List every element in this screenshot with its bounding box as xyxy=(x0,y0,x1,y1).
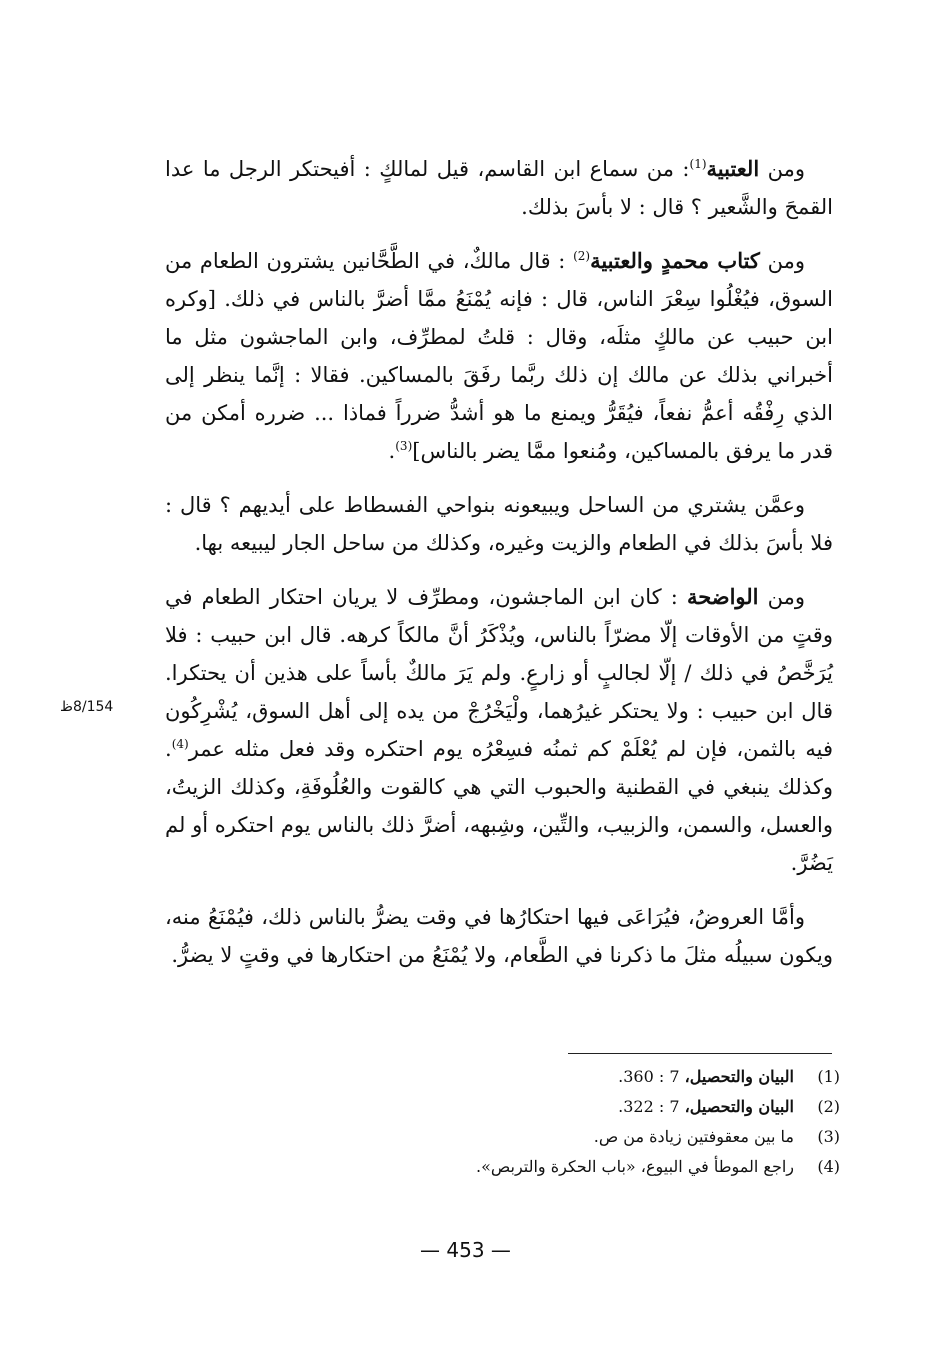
paragraph-5 xyxy=(165,898,833,974)
page-number: — 453 — xyxy=(420,1238,511,1262)
footnote-ref: (1) xyxy=(689,157,707,171)
footnote-text: راجع الموطأ في البيوع، «باب الحكرة والتربص». xyxy=(476,1157,794,1176)
paragraph-text: وأمَّا العروضُ، فيُرَاعَى فيها احتكارُها في وقت يضرُّ بالناس ذلك، فيُمْنَعُ منه، ويكون سبيلُه مثلَ ما ذكرنا في الطَّعام، ولا يُمْنَعُ من احتكارها في وقتٍ لا يضرُّ. xyxy=(165,905,833,967)
footnote-ref: (3) xyxy=(395,439,413,453)
footnote-item xyxy=(420,1092,840,1122)
footnote-number: (3) xyxy=(817,1127,840,1146)
footnote-item xyxy=(420,1152,840,1182)
paragraph-text: : من سماع ابن القاسم، قيل لمالكٍ : أفيحتكر الرجل ما عدا القمحَ والشَّعير ؟ قال : لا بأسَ بذلك. xyxy=(165,157,833,219)
paragraph-lead: ومن xyxy=(767,157,805,181)
paragraph-text-end: . وكذلك ينبغي في القطنية والحبوب التي هي كالقوت والعُلُوفَةِ، وكذلك الزيتُ، والعسل، والسمن، والزبيب، والتِّين، وشِبهه، أضرَّ ذلك بالناس يوم احتكره أو لم يَضُرَّ. xyxy=(165,737,833,875)
source-title: الواضحة xyxy=(686,584,759,609)
footnote-text: 7 : 360. xyxy=(618,1067,685,1086)
paragraph-text: : قال مالكٌ، في الطَّحَّانين يشترون الطعام من السوق، فيُغْلُوا سِعْرَ الناس، قال : فإنه يُمْنَعُ ممَّا أضرَّ بالناس في ذلك. [وكره ابن حبيب عن مالكٍ مثلَه، وقال : قلتُ لمطرِّف، وابن الماجشون مثل ما أخبراني بذلك عن مالك إن ذلك ربَّما رفَقَ بالمساكين. فقالا : إنَّما ينظر إلى الذي رِفْقُه أعمُّ نفعاً، فيُقَرُّ ويمنع ما هو أشدُّ ضرراً فماذا ... ضرره أمكن من قدر ما يرفق بالمساكين، ومُنعوا ممَّا يضر بالناس] xyxy=(165,249,834,463)
source-title: كتاب محمدٍ والعتبية xyxy=(590,248,760,273)
paragraph-text: وعمَّن يشتري من الساحل ويبيعونه بنواحي الفسطاط على أيديهم ؟ قال : فلا بأسَ بذلك في الطعام والزيت وغيره، وكذلك من ساحل الجار ليبيعه بها. xyxy=(165,493,833,555)
paragraph-lead: ومن xyxy=(767,585,805,609)
footnote-number: (4) xyxy=(817,1157,840,1176)
paragraph-2 xyxy=(165,242,833,470)
footnote-text: ما بين معقوفتين زيادة من ص. xyxy=(593,1127,794,1146)
footnote-number: (2) xyxy=(817,1097,840,1116)
paragraph-4 xyxy=(165,578,833,882)
footnote-source: البيان والتحصيل، xyxy=(684,1097,794,1116)
paragraph-text-end: . xyxy=(388,439,396,463)
footnote-ref: (2) xyxy=(573,249,591,263)
paragraph-text: : كان ابن الماجشون، ومطرِّف لا يريان احتكار الطعام في وقتٍ من الأوقات إلّا مضرّاً بالناس، ويُذْكَرُ أنَّ مالكاً كرهه. قال ابن حبيب : فلا يُرَخَّصُ في ذلك / إلّا لجالبٍ أو زارعٍ. ولم يَرَ مالكٌ بأساً على هذين أن يحتكرا. قال ابن حبيب : ولا يحتكر غيرُهما، ولْيَخْرُجْ من يده إلى أهل السوق، يُشْرِكُون فيه بالثمن، فإن لم يُعْلَمْ كم ثمنُه فسِعْرُه يوم احتكره وقد فعل مثله عمر xyxy=(165,585,833,761)
footnote-ref: (4) xyxy=(171,737,189,751)
footnote-source: البيان والتحصيل، xyxy=(684,1067,794,1086)
main-text xyxy=(165,150,833,990)
paragraph-lead: ومن xyxy=(767,249,805,273)
footnote-item xyxy=(420,1062,840,1092)
footnotes xyxy=(420,1062,840,1182)
manuscript-folio-note: 8/154ظ xyxy=(60,699,114,715)
footnote-item xyxy=(420,1122,840,1152)
footnote-number: (1) xyxy=(817,1067,840,1086)
paragraph-1 xyxy=(165,150,833,226)
paragraph-3 xyxy=(165,486,833,562)
footnote-text: 7 : 322. xyxy=(618,1097,685,1116)
source-title: العتبية xyxy=(706,156,760,181)
footnote-divider xyxy=(568,1053,832,1054)
